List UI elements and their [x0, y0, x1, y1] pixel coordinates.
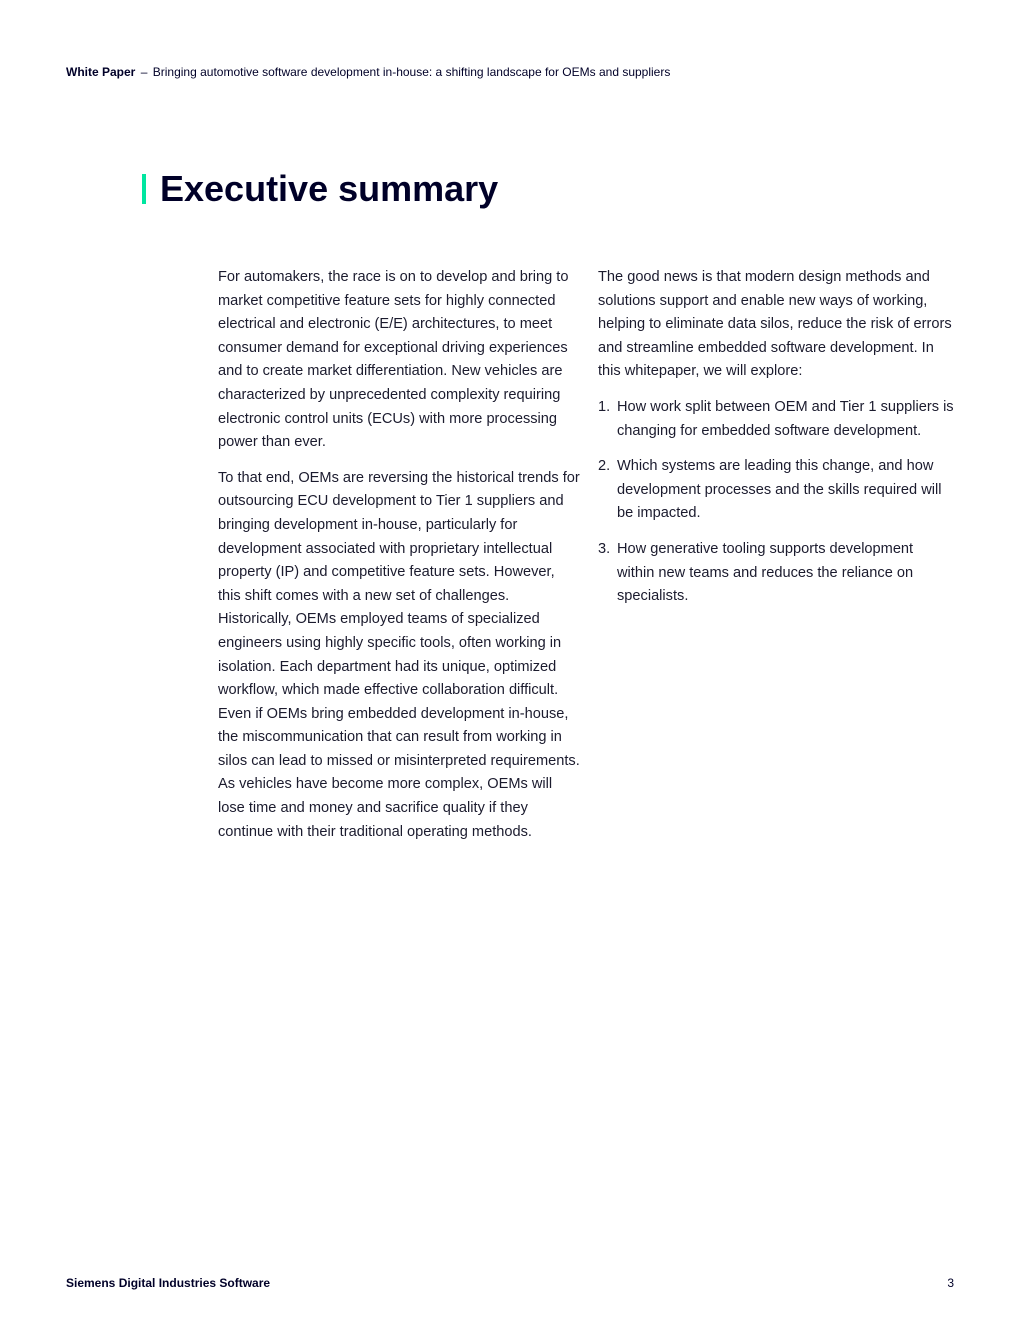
header-separator: – [140, 65, 148, 79]
page-title: Executive summary [160, 168, 499, 209]
list-item [598, 538, 954, 609]
accent-bar [142, 174, 146, 204]
list-item-text: How generative tooling supports development within new teams and reduces the reliance on specialists. [617, 540, 914, 605]
body-paragraph: To that end, OEMs are reversing the historical trends for outsourcing ECU development to Tier 1 suppliers and bringing development in-house, particularly for development associated with proprietary intellectual property (IP) and competitive feature sets. However, this shift comes with a new set of challenges. Historically, OEMs employed teams of specialized engineers using highly specific tools, often working in isolation. Each department had its unique, optimized workflow, which made effective collaboration difficult. Even if OEMs bring embedded development in-house, the miscommunication that can result from working in silos can lead to missed or misinterpreted requirements. As vehicles have become more complex, OEMs will lose time and money and sacrifice quality if they continue with their traditional operating methods. [218, 469, 580, 840]
explore-list [598, 396, 954, 609]
document-type-label: White Paper [66, 65, 136, 79]
footer-brand: Siemens Digital Industries Software [66, 1276, 271, 1290]
list-item-number: 2. [598, 458, 611, 475]
left-column [218, 266, 580, 856]
running-header [66, 64, 670, 80]
body-paragraph: For automakers, the race is on to develop and bring to market competitive feature sets for highly connected electrical and electronic (E/E) architectures, to meet consumer demand for exceptional driving experiences and to create market differentiation. New vehicles are characterized by unprecedented complexity requiring electronic control units (ECUs) with more processing power than ever. [218, 269, 569, 451]
section-heading [142, 168, 498, 210]
list-item-text: Which systems are leading this change, and how development processes and the skills required will be impacted. [617, 458, 942, 522]
page-number: 3 [947, 1276, 954, 1290]
intro-paragraph: The good news is that modern design methods and solutions support and enable new ways of working, helping to eliminate data silos, reduce the risk of errors and streamline embedded software development. In this whitepaper, we will explore: [598, 269, 952, 380]
list-item [598, 396, 954, 443]
right-column [598, 266, 954, 621]
document-title: Bringing automotive software development in-house: a shifting landscape for OEMs and suppliers [152, 65, 671, 79]
list-item-text: How work split between OEM and Tier 1 suppliers is changing for embedded software development. [617, 398, 954, 439]
list-item-number: 1. [598, 398, 611, 415]
list-item-number: 3. [598, 540, 611, 557]
list-item [598, 455, 954, 526]
